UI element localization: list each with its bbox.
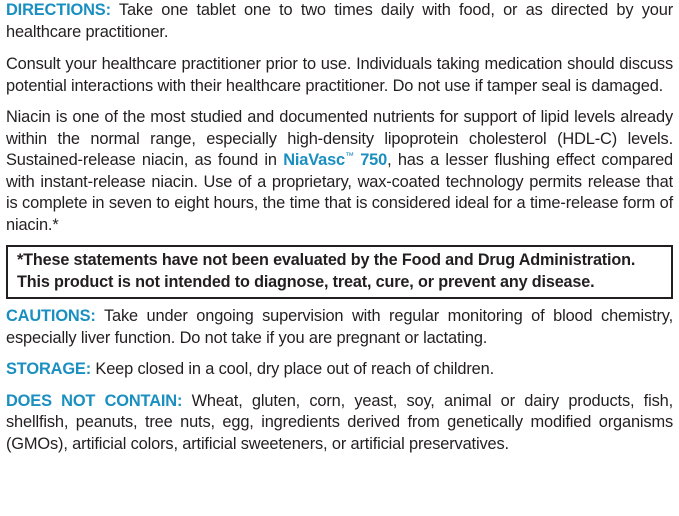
supplement-label-text [6,0,673,455]
brand-name-text: NiaVasc [283,151,346,169]
disclaimer-line-1: *These statements have not been evaluated by the Food and Drug Administration. [17,251,636,269]
niacin-text-after: , has a lesser flushing effect compared with instant-release niacin. Use of a proprietary, wax-coated technology permits release that is complete in seven to eight hours, the time that is considered ideal for a time-release form of niacin.* [6,151,674,234]
cautions-label: CAUTIONS: [6,307,96,325]
storage-text: Keep closed in a cool, dry place out of reach of children. [91,360,494,378]
niacin-paragraph [6,107,673,236]
storage-paragraph [6,359,673,381]
consult-paragraph: Consult your healthcare practitioner prior to use. Individuals taking medication should discuss potential interactions with their healthcare practitioner. Do not use if tamper seal is damaged. [6,55,673,95]
does-not-contain-paragraph [6,391,673,456]
brand-number: 750 [353,151,388,169]
does-not-contain-label: DOES NOT CONTAIN: [6,391,183,410]
brand-name [283,151,387,169]
directions-label: DIRECTIONS: [6,1,111,19]
directions-text: Take one tablet one to two times daily with food, or as directed by your healthcare practitioner. [6,1,673,41]
storage-label: STORAGE: [6,360,92,378]
niacin-text-before: Niacin is one of the most studied and documented nutrients for support of lipid levels already within the normal range, especially high-density lipoprotein cholesterol (HDL-C) levels. Sustained-release niacin, as found in [6,108,673,169]
fda-disclaimer-box [6,245,673,299]
directions-paragraph [6,0,673,43]
does-not-contain-text: Wheat, gluten, corn, yeast, soy, animal or dairy products, fish, shellfish, peanuts, tree nuts, egg, ingredients derived from genetically modified organisms (GMOs), artificial colors, artificial sweeteners, or artificial preservatives. [6,391,673,453]
cautions-paragraph [6,306,673,349]
trademark-symbol: ™ [345,150,354,161]
cautions-text: Take under ongoing supervision with regular monitoring of blood chemistry, especially liver function. Do not take if you are pregnant or lactating. [6,307,673,347]
disclaimer-line-2: This product is not intended to diagnose, treat, cure, or prevent any disease. [17,272,595,291]
